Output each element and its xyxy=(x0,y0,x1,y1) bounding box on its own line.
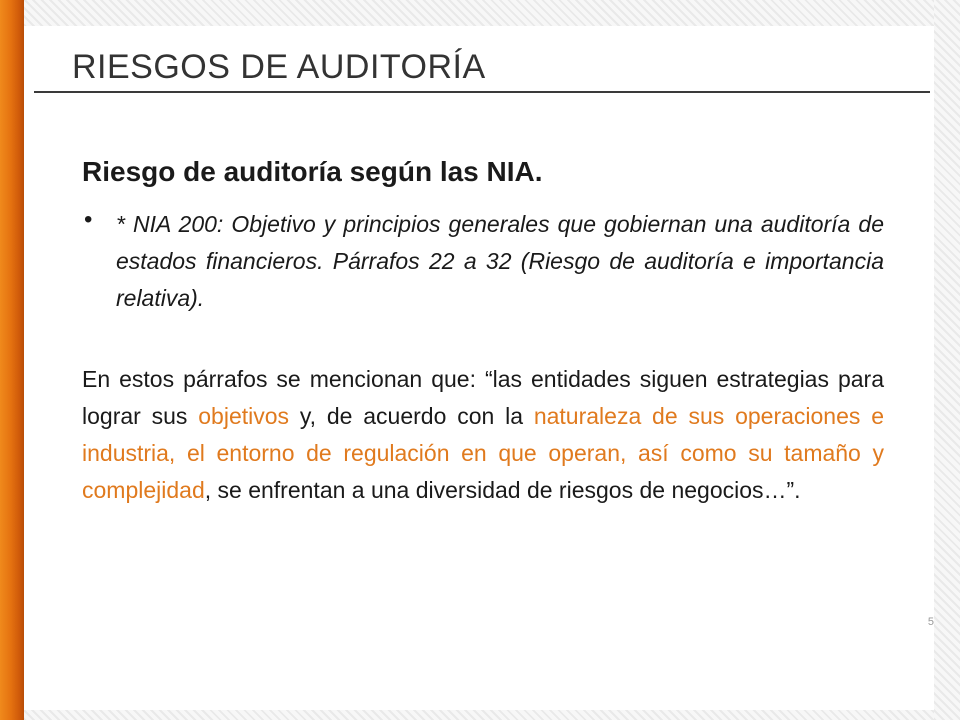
paragraph-text-3: , se enfrentan a una diversidad de riesgos de negocios…”. xyxy=(204,477,801,503)
body-paragraph xyxy=(82,361,884,509)
bullet-item xyxy=(82,206,884,317)
paragraph-text-2: y, de acuerdo con la xyxy=(289,403,534,429)
bullet-text: * NIA 200: Objetivo y principios generales que gobiernan una auditoría de estados financieros. Párrafos 22 a 32 (Riesgo de auditoría e importancia relativa). xyxy=(116,211,884,311)
bottom-border xyxy=(24,710,934,720)
slide xyxy=(24,26,934,710)
page-number: 5 xyxy=(927,616,934,628)
paragraph-highlight-objetivos: objetivos xyxy=(198,403,290,429)
top-border xyxy=(24,0,934,26)
paragraph-text-1: En estos párrafos se mencionan que: “las entidades siguen estrategias para lograr sus xyxy=(82,366,884,429)
paragraph-highlight-naturaleza: naturaleza de sus operaciones e industria, el entorno de regulación en que operan, así como su tamaño y complejidad xyxy=(82,403,884,503)
slide-subtitle: Riesgo de auditoría según las NIA. xyxy=(82,156,543,187)
right-border xyxy=(934,0,960,720)
left-accent-bar xyxy=(0,0,24,720)
bullet-marker: • xyxy=(84,206,93,233)
title-divider xyxy=(34,91,930,93)
slide-title: RIESGOS DE AUDITORÍA xyxy=(72,48,486,86)
